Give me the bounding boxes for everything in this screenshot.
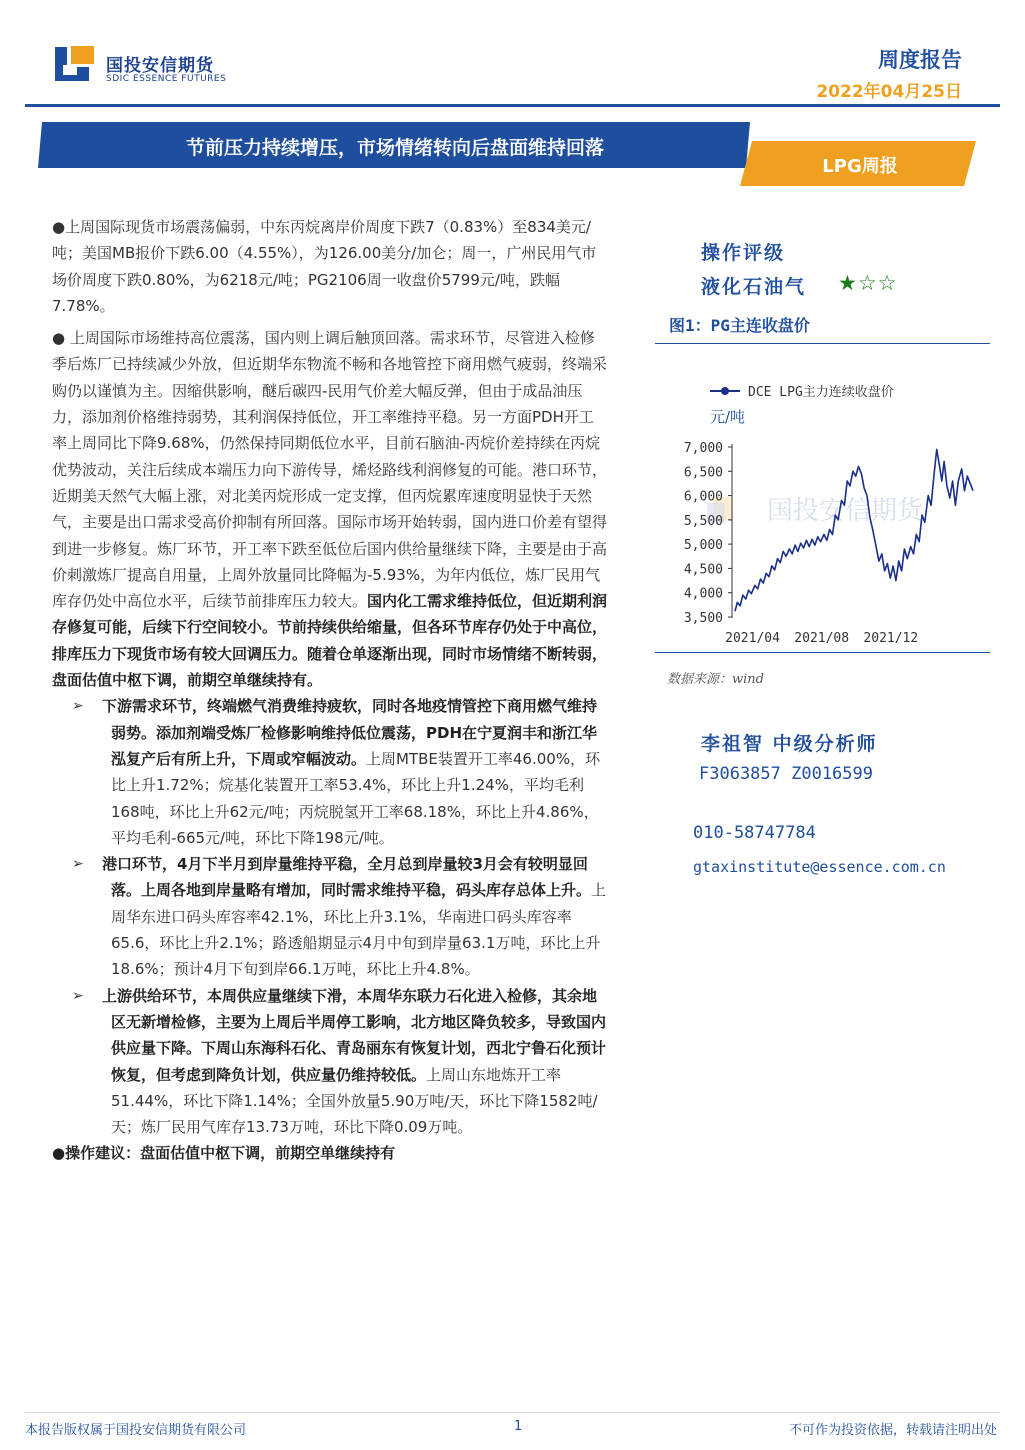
analysis-text: ● 上周国际市场维持高位震荡，国内则上调后触顶回落。需求环节，尽管进入检修季后炼厂已持续减少外放，但近期华东物流不畅和各地管控下商用燃气疲弱，终端采购仍以谨慎为主。因缩供影响，醚后碳四-民用气价差大幅反弹，但由于成品油压力，添加剂价格维持弱势，其利润保持低位，开工率维持平稳。另一方面PDH开工率上周同比下降9.68%，仍然保持同期低位水平，目前石脑油-丙烷价差持续在丙烷优势波动，关注后续成本端压力向下游传导，烯烃路线利润修复的可能。港口环节，近期美天然气大幅上涨，对北美丙烷形成一定支撑，但丙烷累库速度明显快于天然气，主要是出口需求受高价抑制有所回落。国际市场开始转弱，国内进口价差有望得到进一步修复。炼厂环节，开工率下跌至低位后国内供给量继续下降，主要是由于高价刺激炼厂提高自用量，上周外放量同比降幅为-5.93%，为年内低位，炼厂民用气库存仍处中高位水平，后续节前排库压力较大。 (52, 329, 608, 611)
x-axis-ticks (725, 631, 918, 646)
x-tick-label: 2021/04 (725, 631, 780, 646)
footer-divider (25, 1412, 1000, 1413)
section-port (52, 851, 608, 982)
y-axis-ticks (684, 441, 732, 626)
paragraph-analysis (52, 325, 608, 693)
footer-copyright: 本报告版权属于国投安信期货有限公司 (25, 1423, 247, 1438)
report-date: 2022年04月25日 (816, 82, 962, 102)
watermark-text: 国投安信期货 (767, 496, 924, 526)
analyst-phone: 010-58747784 (693, 823, 816, 843)
downstream-summary: 下游需求环节，终端燃气消费维持疲软，同时各地疫情管控下商用燃气维持弱势。添加剂端受炼厂检修影响维持低位震荡，PDH在宁夏润丰和浙江华泓复产后有所上升，下周或窄幅波动。 (102, 697, 598, 768)
arrow-bullet-icon: ➢ (72, 698, 84, 715)
page-number: 1 (514, 1419, 523, 1434)
port-summary: 港口环节，4月下半月到岸量维持平稳，全月总到岸量较3月会有较明显回落。上周各地到岸量略有增加，同时需求维持平稳，码头库存总体上升。 (102, 855, 592, 900)
logo-icon (55, 43, 97, 85)
report-title: 节前压力持续增压，市场情绪转向后盘面维持回落 (185, 137, 604, 159)
section-upstream-supply (52, 983, 608, 1141)
x-tick-label: 2021/08 (794, 631, 850, 646)
analyst-email: gtaxinstitute@essence.com.cn (693, 858, 946, 876)
figure-title: 图1：PG主连收盘价 (669, 316, 810, 335)
report-body (52, 214, 608, 1167)
y-tick-label: 6,000 (683, 489, 723, 505)
series-line-lpg (735, 449, 973, 611)
y-tick-label: 5,000 (683, 538, 723, 554)
y-tick-label: 4,500 (683, 562, 723, 578)
y-tick-label: 4,000 (683, 586, 723, 602)
paragraph-market-overview: ●上周国际现货市场震荡偏弱，中东丙烷离岸价周度下跌7（0.83%）至834美元/吨；美国MB报价下跌6.00（4.55%），为126.00美分/加仑；周一，广州民用气市场价周度下跌0.80%，为6218元/吨；PG2106周一收盘价5799元/吨，跌幅7.78%。 (52, 218, 597, 315)
upstream-detail: 上周山东地炼开工率51.44%，环比下降1.14%；全国外放量5.90万吨/天，环比下降1582吨/天；炼厂民用气库存13.73万吨，环比下降0.09万吨。 (111, 1065, 598, 1137)
upstream-summary: 上游供给环节，本周供应量继续下滑，本周华东联力石化进入检修，其余地区无新增检修，主要为上周后半周停工影响，北方地区降负较多，导致国内供应量下降。下周山东海科石化、青岛丽东有恢复计划，西北宁鲁石化预计恢复，但考虑到降负计划，供应量仍维持较低。 (102, 986, 607, 1084)
analyst-licenses: F3063857 Z0016599 (699, 764, 873, 784)
report-tag: LPG周报 (822, 156, 898, 177)
footer-disclaimer: 不可作为投资依据，转载请注明出处 (788, 1423, 997, 1438)
watermark (707, 496, 925, 526)
downstream-detail: 上周MTBE装置开工率46.00%，环比上升1.72%；烷基化装置开工率53.4%，环比上升1.24%，平均毛利168吨，环比上升62元/吨；丙烷脱氢开工率68.18%，环比上升4.86%，平均毛利-665元/吨，环比下降198元/吨。 (111, 749, 601, 847)
arrow-bullet-icon: ➢ (72, 987, 84, 1004)
data-source: 数据来源：wind (667, 672, 764, 687)
port-detail: 上周华东进口码头库容率42.1%，环比上升3.1%，华南进口码头库容率65.6，环比上升2.1%；路透船期显示4月中旬到岸量63.1万吨，环比上升18.6%；预计4月下旬到岸66.1万吨，环比上升4.8%。 (111, 881, 607, 979)
x-tick-label: 2021/12 (863, 631, 919, 646)
arrow-bullet-icon: ➢ (72, 856, 84, 873)
analysis-conclusion: 国内化工需求维持低位，但近期利润存修复可能，后续下行空间较小。节前持续供给缩量，但各环节库存仍处于中高位，排库压力下现货市场有较大回调压力。随着仓单逐渐出现，同时市场情绪不断转弱，盘面估值中枢下调，前期空单继续持有。 (52, 592, 608, 690)
header-divider (25, 104, 1000, 107)
section-downstream-demand (52, 693, 608, 851)
rating-stars-icon: ★☆☆ (838, 271, 898, 295)
y-tick-label: 6,500 (683, 465, 723, 481)
rating-title: 操作评级 (701, 242, 786, 264)
y-tick-label: 5,500 (683, 513, 723, 529)
price-chart (655, 372, 990, 650)
report-type: 周度报告 (878, 48, 962, 72)
figure-bottom-rule (655, 652, 990, 653)
logo-name-en: SDIC ESSENCE FUTURES (106, 74, 227, 84)
logo-name-cn: 国投安信期货 (106, 56, 214, 76)
analyst-name: 李祖智 中级分析师 (701, 733, 878, 755)
y-tick-label: 3,500 (683, 611, 723, 626)
figure-top-rule (655, 343, 990, 344)
operation-advice: ●操作建议：盘面估值中枢下调，前期空单继续持有 (52, 1144, 396, 1163)
legend-label: DCE LPG主力连续收盘价 (748, 385, 894, 400)
legend-marker (721, 387, 729, 395)
y-tick-label: 7,000 (683, 441, 723, 456)
rating-commodity: 液化石油气 (701, 276, 807, 298)
y-axis-unit: 元/吨 (710, 408, 746, 426)
